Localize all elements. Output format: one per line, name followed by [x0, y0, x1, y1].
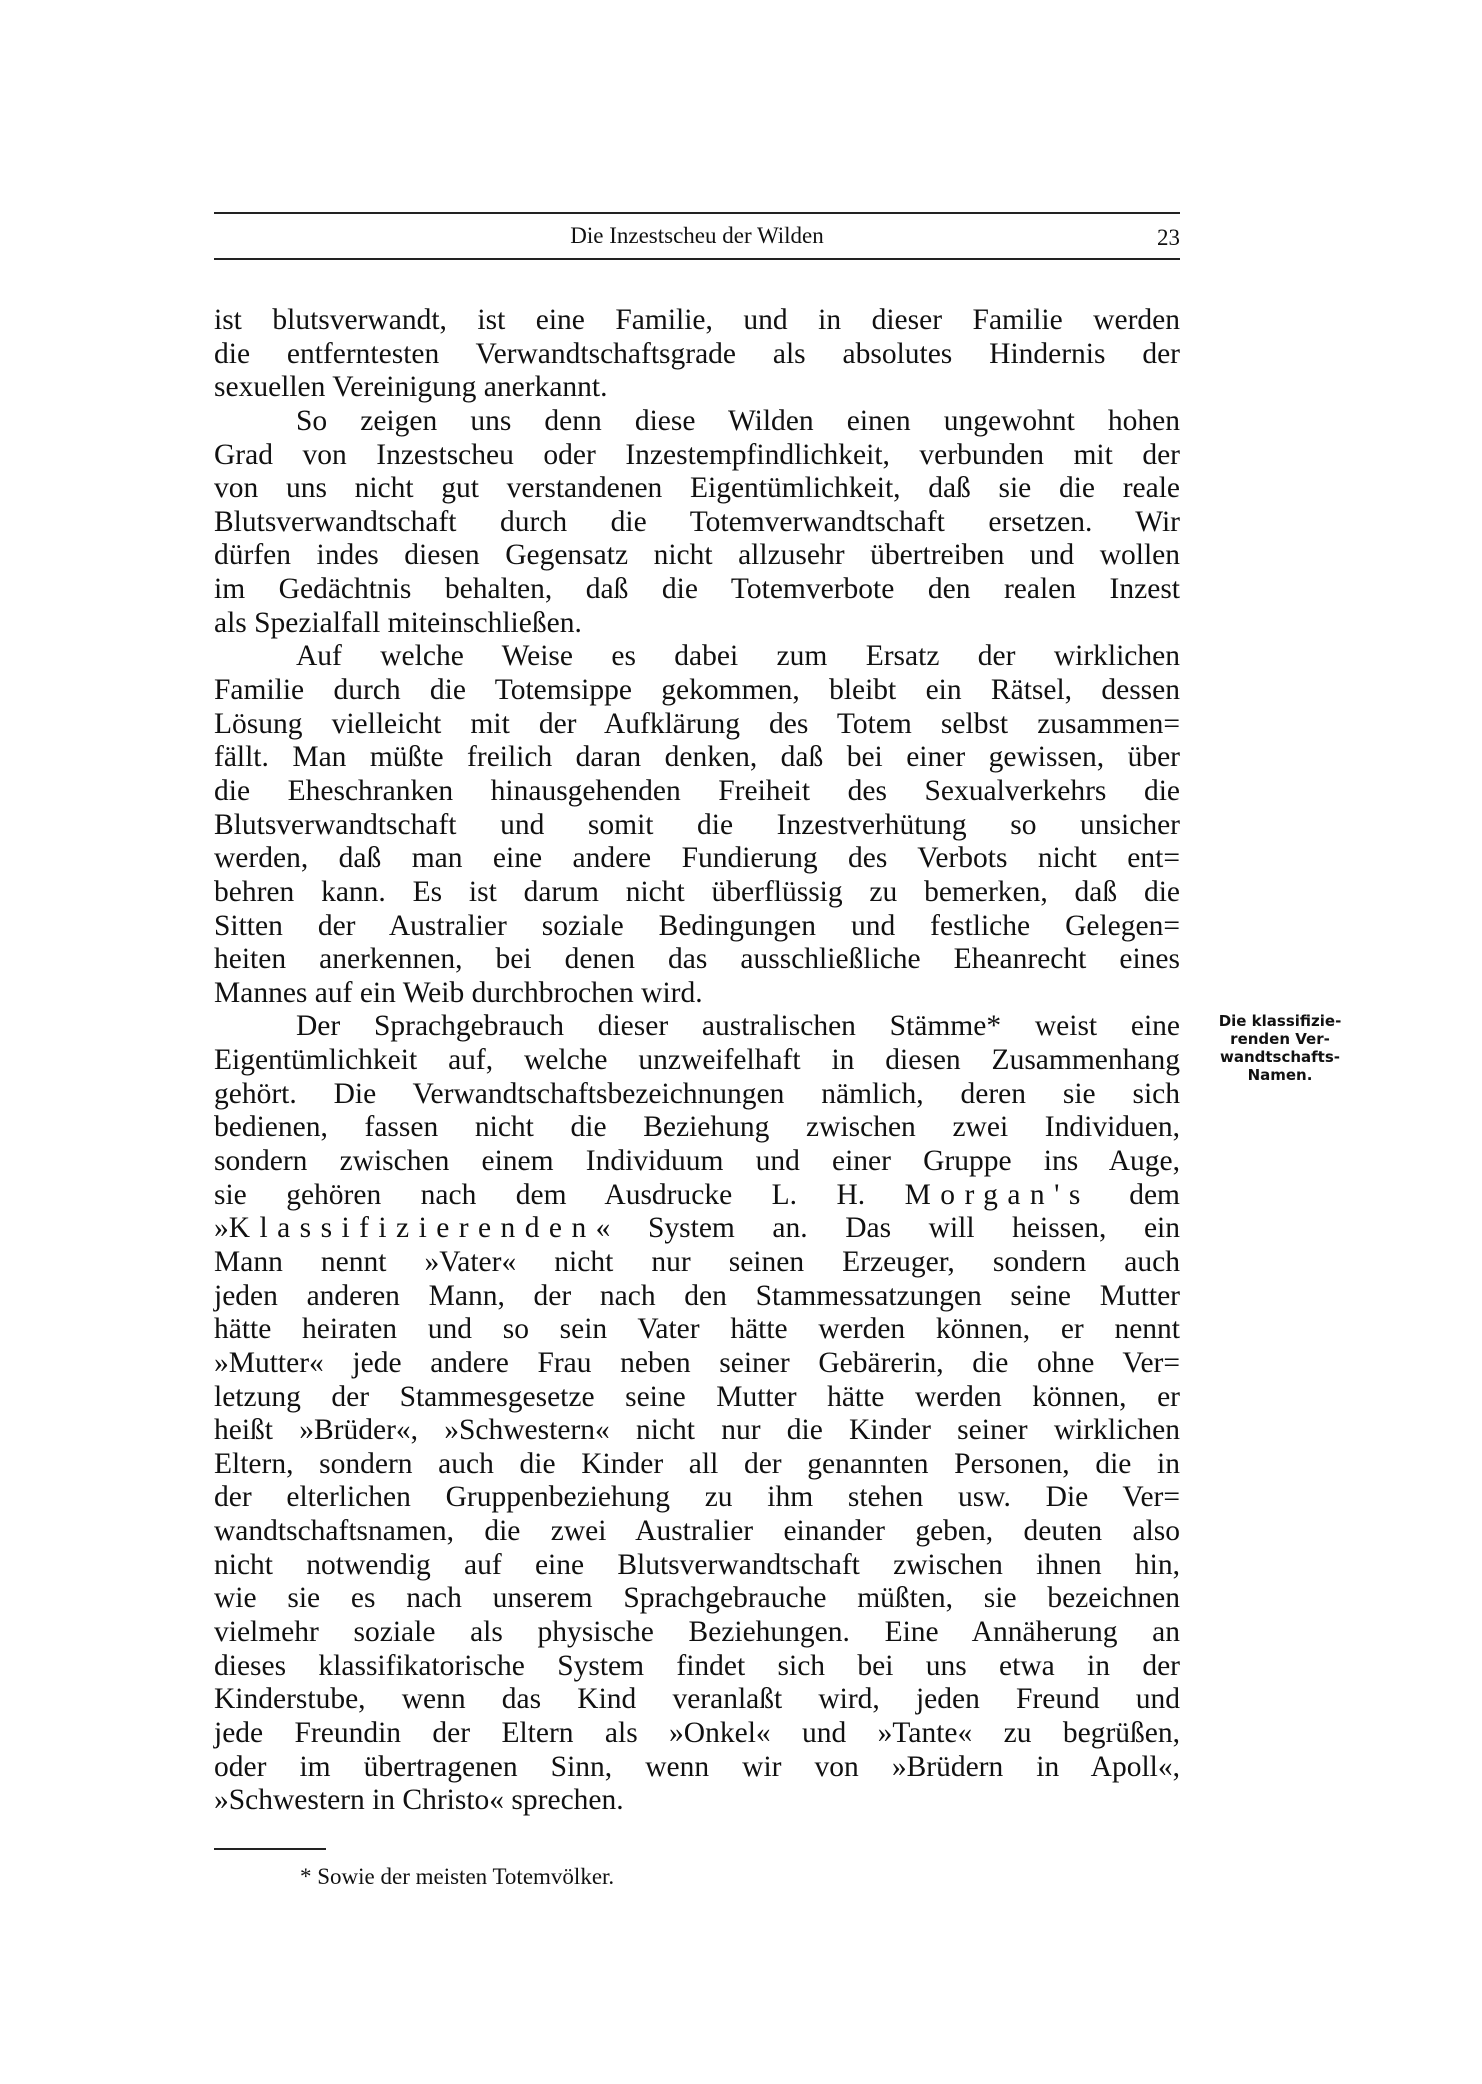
text-line — [214, 1549, 1180, 1583]
text-run: So zeigen uns denn diese Wilden einen ungewohnt hohen — [296, 404, 1180, 437]
text-line — [214, 842, 1180, 876]
margin-note — [1180, 1012, 1380, 1084]
margin-note-line: Die klassifizie- — [1218, 1012, 1342, 1030]
text-line — [214, 809, 1180, 843]
text-line — [214, 1717, 1180, 1751]
text-line — [214, 674, 1180, 708]
text-run: heißt »Brüder«, »Schwestern« nicht nur die Kinder seiner wirklichen — [214, 1414, 1180, 1447]
text-line — [214, 1381, 1180, 1415]
text-run: vielmehr soziale als physische Beziehungen. Eine Annäherung an — [214, 1615, 1180, 1648]
text-run: Eigentümlichkeit auf, welche unzweifelhaft in diesen Zusammenhang — [214, 1044, 1180, 1077]
text-line — [214, 1111, 1180, 1145]
text-line — [214, 1515, 1180, 1549]
header-rule-top — [214, 212, 1180, 214]
text-run: der elterlichen Gruppenbeziehung zu ihm stehen usw. Die Ver= — [214, 1481, 1180, 1514]
text-line — [214, 1212, 1180, 1246]
text-line — [214, 1246, 1180, 1280]
text-line — [214, 1313, 1180, 1347]
text-run: wie sie es nach unserem Sprachgebrauche müßten, sie bezeichnen — [214, 1582, 1180, 1615]
text-run: Auf welche Weise es dabei zum Ersatz der wirklichen — [296, 640, 1180, 673]
text-run: letzung der Stammesgesetze seine Mutter hätte werden können, er — [214, 1380, 1180, 1413]
running-title: Die Inzestscheu der Wilden — [570, 223, 824, 248]
text-run: werden, daß man eine andere Fundierung des Verbots nicht ent= — [214, 842, 1180, 875]
text-run: Sitten der Australier soziale Bedingungen und festliche Gelegen= — [214, 909, 1180, 942]
footnote-rule — [214, 1848, 326, 1850]
text-run: Lösung vielleicht mit der Aufklärung des Totem selbst zusammen= — [214, 707, 1180, 740]
text-line — [214, 775, 1180, 809]
spaced-emphasis: Klassifizierenden — [228, 1212, 596, 1245]
text-line — [214, 338, 1180, 372]
text-line — [214, 472, 1180, 506]
text-line — [214, 607, 1180, 641]
text-line — [214, 573, 1180, 607]
header-rule-bottom — [214, 258, 1180, 260]
text-run: Der Sprachgebrauch dieser australischen Stämme* weist eine — [296, 1010, 1180, 1043]
text-run: wandtschaftsnamen, die zwei Australier einander geben, deuten also — [214, 1515, 1180, 1548]
text-line — [214, 439, 1180, 473]
text-run: hätte heiraten und so sein Vater hätte werden können, er nennt — [214, 1313, 1180, 1346]
text-run: » — [214, 1212, 229, 1245]
text-run: Blutsverwandtschaft und somit die Inzestverhütung so unsicher — [214, 808, 1180, 841]
text-run: gehört. Die Verwandtschaftsbezeichnungen nämlich, deren sie sich — [214, 1077, 1180, 1110]
text-line — [214, 741, 1180, 775]
text-line — [214, 943, 1180, 977]
text-run: dürfen indes diesen Gegensatz nicht allzusehr übertreiben und wollen — [214, 539, 1180, 572]
text-run: die entferntesten Verwandtschaftsgrade als absolutes Hindernis der — [214, 337, 1180, 370]
margin-note-line: Namen. — [1247, 1066, 1313, 1084]
text-line — [214, 506, 1180, 540]
text-line — [214, 1650, 1180, 1684]
text-run: heiten anerkennen, bei denen das ausschließliche Eheanrecht eines — [214, 943, 1180, 976]
text-line — [214, 304, 1180, 338]
text-line — [214, 1448, 1180, 1482]
text-line — [214, 876, 1180, 910]
text-line — [214, 1179, 1180, 1213]
text-line — [214, 1280, 1180, 1314]
text-line — [214, 910, 1180, 944]
text-line — [214, 1145, 1180, 1179]
text-run: sie gehören nach dem Ausdrucke L. H. — [214, 1178, 905, 1211]
text-run: sexuellen Vereinigung anerkannt. — [214, 371, 608, 404]
text-run: jeden anderen Mann, der nach den Stammessatzungen seine Mutter — [214, 1279, 1180, 1312]
text-line — [214, 1010, 1180, 1044]
text-run: dem — [1089, 1178, 1180, 1211]
text-run: im Gedächtnis behalten, daß die Totemverbote den realen Inzest — [214, 573, 1180, 606]
text-line — [214, 1481, 1180, 1515]
text-line — [214, 1616, 1180, 1650]
text-line — [214, 539, 1180, 573]
margin-note-line: renden Ver- — [1230, 1030, 1330, 1048]
text-run: ist blutsverwandt, ist eine Familie, und in dieser Familie werden — [214, 304, 1180, 336]
text-line — [214, 1078, 1180, 1112]
text-line — [214, 640, 1180, 674]
text-run: Grad von Inzestscheu oder Inzestempfindlichkeit, verbunden mit der — [214, 438, 1180, 471]
text-run: fällt. Man müßte freilich daran denken, daß bei einer gewissen, über — [214, 741, 1180, 774]
text-line — [214, 1784, 1180, 1818]
text-line — [214, 405, 1180, 439]
text-run: dieses klassifikatorische System findet sich bei uns etwa in der — [214, 1649, 1180, 1682]
text-run: bedienen, fassen nicht die Beziehung zwischen zwei Individuen, — [214, 1111, 1180, 1144]
text-run: Mannes auf ein Weib durchbrochen wird. — [214, 976, 703, 1009]
text-line — [214, 1582, 1180, 1616]
margin-note-line: wandtschafts- — [1219, 1048, 1341, 1066]
text-run: oder im übertragenen Sinn, wenn wir von »Brüdern in Apoll«, — [214, 1750, 1180, 1783]
text-run: von uns nicht gut verstandenen Eigentümlichkeit, daß sie die reale — [214, 472, 1180, 505]
text-line — [214, 371, 1180, 405]
text-run: jede Freundin der Eltern als »Onkel« und »Tante« zu begrüßen, — [214, 1716, 1180, 1749]
text-run: die Eheschranken hinausgehenden Freiheit des Sexualverkehrs die — [214, 774, 1180, 807]
text-line — [214, 1751, 1180, 1785]
page-number: 23 — [1157, 225, 1180, 250]
text-run: « System an. Das will heissen, ein — [595, 1212, 1180, 1245]
text-run: nicht notwendig auf eine Blutsverwandtschaft zwischen ihnen hin, — [214, 1548, 1180, 1581]
text-run: Mann nennt »Vater« nicht nur seinen Erzeuger, sondern auch — [214, 1245, 1180, 1278]
footnote: * Sowie der meisten Totemvölker. — [300, 1864, 615, 1889]
text-run: Blutsverwandtschaft durch die Totemverwandtschaft ersetzen. Wir — [214, 505, 1180, 538]
text-run: als Spezialfall miteinschließen. — [214, 606, 582, 639]
text-line — [214, 1414, 1180, 1448]
text-line — [214, 708, 1180, 742]
text-line — [214, 1683, 1180, 1717]
text-run: Eltern, sondern auch die Kinder all der genannten Personen, die in — [214, 1447, 1180, 1480]
text-run: Kinderstube, wenn das Kind veranlaßt wird, jeden Freund und — [214, 1683, 1180, 1716]
text-line — [214, 977, 1180, 1011]
text-line — [214, 1044, 1180, 1078]
text-line — [214, 1347, 1180, 1381]
text-run: »Mutter« jede andere Frau neben seiner Gebärerin, die ohne Ver= — [214, 1346, 1180, 1379]
text-run: behren kann. Es ist darum nicht überflüssig zu bemerken, daß die — [214, 875, 1180, 908]
text-run: Familie durch die Totemsippe gekommen, bleibt ein Rätsel, dessen — [214, 674, 1180, 707]
spaced-emphasis: Morgan's — [904, 1178, 1090, 1211]
text-run: sondern zwischen einem Individuum und einer Gruppe ins Auge, — [214, 1145, 1180, 1178]
body-text — [214, 304, 1180, 1818]
text-run: »Schwestern in Christo« sprechen. — [214, 1784, 624, 1817]
